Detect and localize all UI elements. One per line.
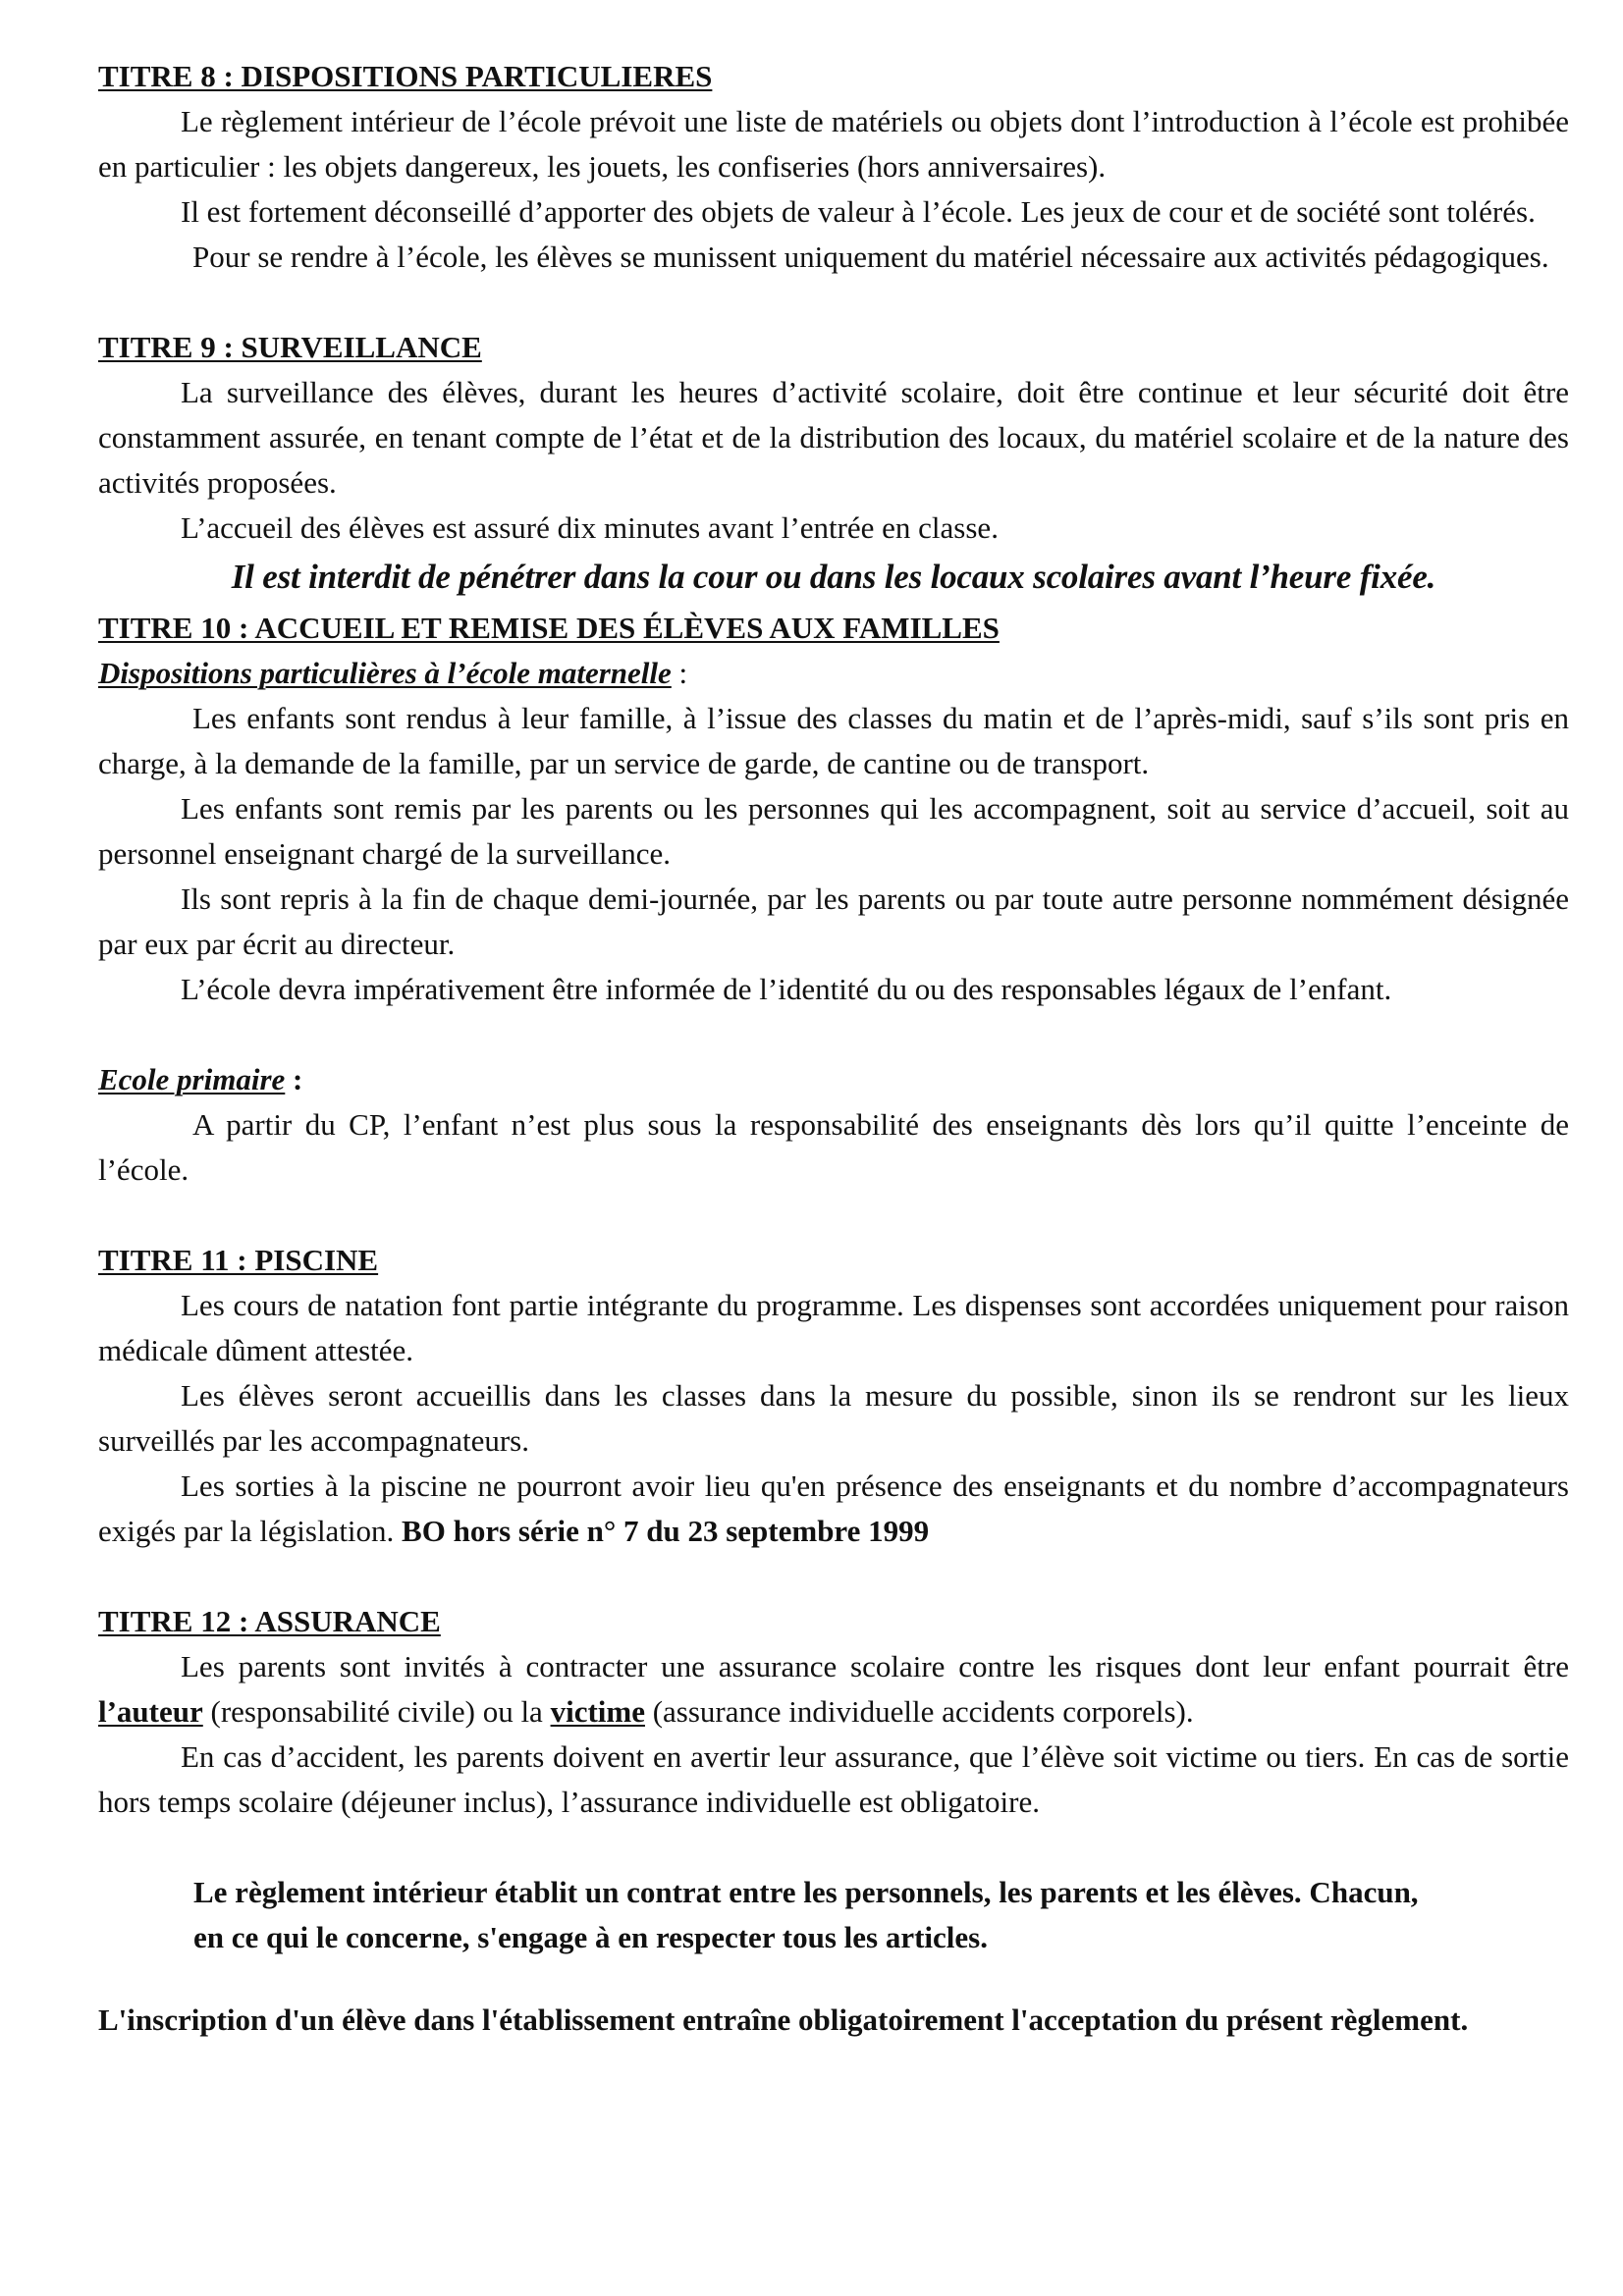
subheading-label: Dispositions particulières à l’école maternelle [98, 656, 672, 690]
paragraph [98, 1464, 1569, 1554]
subheading-primaire [98, 1057, 1569, 1102]
paragraph: Il est fortement déconseillé d’apporter des objets de valeur à l’école. Les jeux de cour et de société sont tolérés. [181, 194, 1536, 229]
section-title: TITRE 11 : PISCINE [98, 1243, 379, 1277]
section-titre-8 [98, 54, 1569, 280]
spacer [98, 1012, 1569, 1057]
paragraph [98, 1644, 1569, 1735]
spacer [98, 1554, 1569, 1599]
emphasis-victime: victime [550, 1694, 645, 1729]
spacer [98, 280, 1569, 325]
paragraph: La surveillance des élèves, durant les heures d’activité scolaire, doit être continue et leur sécurité doit être constamment assurée, en tenant compte de l’état et de la distribution des locaux, du matériel scolaire et de la nature des activités proposées. [98, 375, 1569, 500]
paragraph-text: Les sorties à la piscine ne pourront avoir lieu qu'en présence des enseignants et du nombre d’accompagnateurs exigés par la législation. [98, 1468, 1569, 1548]
section-title: TITRE 8 : DISPOSITIONS PARTICULIERES [98, 59, 713, 93]
spacer [98, 1825, 1569, 1870]
subheading-maternelle [98, 651, 1569, 696]
contract-statement: Le règlement intérieur établit un contrat entre les personnels, les parents et les élèves. Chacun, en ce qui le concerne, s'engage à en respecter tous les articles. [193, 1875, 1419, 1954]
paragraph: A partir du CP, l’enfant n’est plus sous la responsabilité des enseignants dès lors qu’il quitte l’enceinte de l’école. [98, 1107, 1569, 1187]
spacer [98, 1960, 1569, 1998]
warning-notice: Il est interdit de pénétrer dans la cour ou dans les locaux scolaires avant l’heure fixée. [231, 558, 1436, 596]
paragraph: L’école devra impérativement être informée de l’identité du ou des responsables légaux de l’enfant. [181, 972, 1392, 1006]
paragraph-text: (responsabilité civile) ou la [202, 1694, 551, 1729]
paragraph: Les cours de natation font partie intégrante du programme. Les dispenses sont accordées uniquement pour raison médicale dûment attestée. [98, 1288, 1569, 1367]
section-titre-10 [98, 606, 1569, 1193]
subheading-suffix: : [285, 1062, 303, 1096]
paragraph-text: (assurance individuelle accidents corporels). [644, 1694, 1194, 1729]
section-title: TITRE 12 : ASSURANCE [98, 1604, 441, 1638]
section-titre-11 [98, 1238, 1569, 1554]
paragraph: Ils sont repris à la fin de chaque demi-journée, par les parents ou par toute autre personne nommément désignée par eux par écrit au directeur. [98, 881, 1569, 961]
final-statement: L'inscription d'un élève dans l'établissement entraîne obligatoirement l'acceptation du présent règlement. [98, 2002, 1469, 2037]
section-titre-9 [98, 325, 1569, 600]
emphasis-auteur: l’auteur [98, 1694, 203, 1729]
section-title: TITRE 9 : SURVEILLANCE [98, 330, 482, 364]
paragraph: Le règlement intérieur de l’école prévoit une liste de matériels ou objets dont l’introduction à l’école est prohibée en particulier : les objets dangereux, les jouets, les confiseries (hors anniversaires). [98, 104, 1569, 184]
section-title: TITRE 10 : ACCUEIL ET REMISE DES ÉLÈVES AUX FAMILLES [98, 611, 1000, 645]
paragraph: Pour se rendre à l’école, les élèves se munissent uniquement du matériel nécessaire aux activités pédagogiques. [192, 240, 1549, 274]
paragraph: Les enfants sont remis par les parents ou les personnes qui les accompagnent, soit au service d’accueil, soit au personnel enseignant chargé de la surveillance. [98, 791, 1569, 871]
paragraph-text: Les parents sont invités à contracter une assurance scolaire contre les risques dont leur enfant pourrait être [181, 1649, 1569, 1683]
paragraph: Les élèves seront accueillis dans les classes dans la mesure du possible, sinon ils se rendront sur les lieux surveillés par les accompagnateurs. [98, 1378, 1569, 1458]
subheading-label: Ecole primaire [98, 1062, 286, 1096]
spacer [98, 1193, 1569, 1238]
paragraph: Les enfants sont rendus à leur famille, à l’issue des classes du matin et de l’après-midi, sauf s’ils sont pris en charge, à la demande de la famille, par un service de garde, de cantine ou de transport. [98, 701, 1569, 780]
paragraph: L’accueil des élèves est assuré dix minutes avant l’entrée en classe. [181, 510, 999, 545]
section-titre-12 [98, 1599, 1569, 1825]
document-page [98, 54, 1569, 2043]
paragraph: En cas d’accident, les parents doivent en avertir leur assurance, que l’élève soit victime ou tiers. En cas de sortie hors temps scolaire (déjeuner inclus), l’assurance individuelle est obligatoire. [98, 1739, 1569, 1819]
subheading-suffix: : [671, 656, 688, 690]
bo-reference: BO hors série n° 7 du 23 septembre 1999 [402, 1514, 930, 1548]
